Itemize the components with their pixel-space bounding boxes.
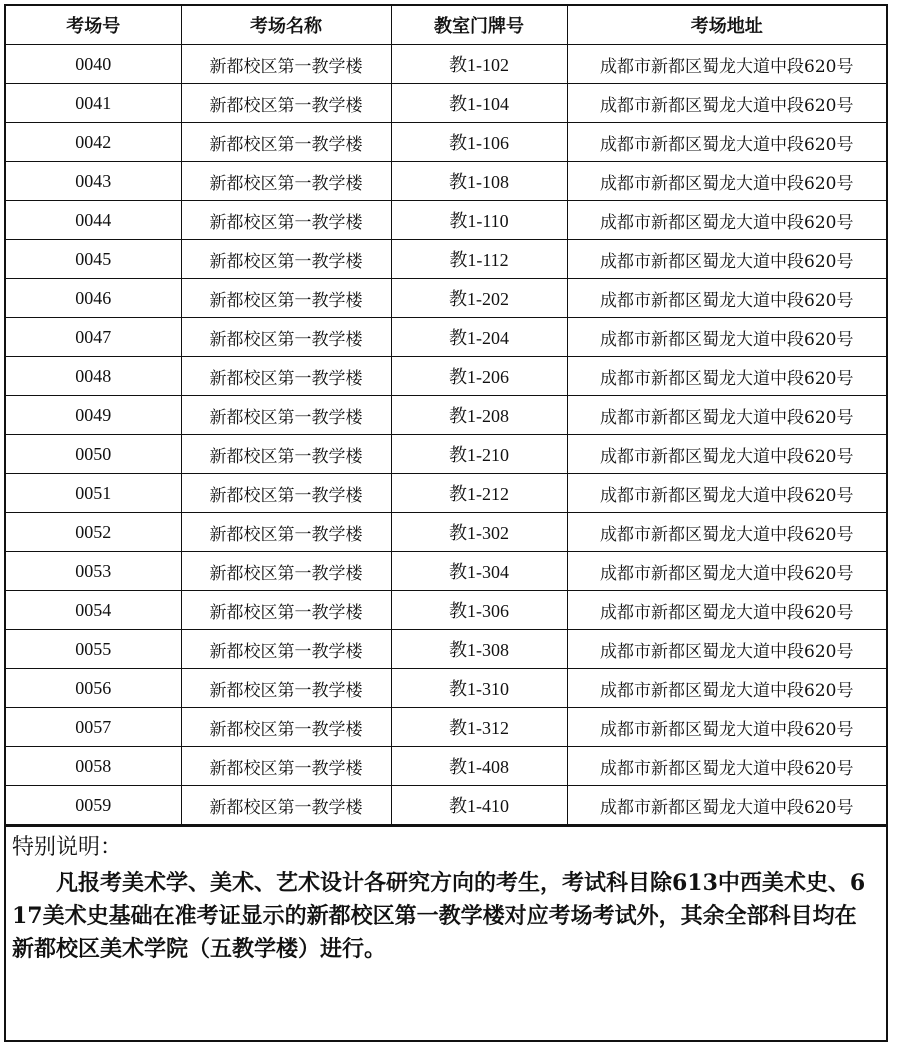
cell-room-number: 0055 [6,630,181,669]
cell-classroom-number: 教1-310 [391,669,567,708]
table-row [6,45,886,84]
table-row [6,591,886,630]
cell-room-address: 成都市新都区蜀龙大道中段620号 [567,630,886,669]
cell-room-address: 成都市新都区蜀龙大道中段620号 [567,435,886,474]
cell-room-address: 成都市新都区蜀龙大道中段620号 [567,786,886,825]
header-row [6,6,886,45]
table-row [6,708,886,747]
cell-room-number: 0046 [6,279,181,318]
cell-room-name: 新都校区第一教学楼 [181,45,391,84]
cell-room-number: 0051 [6,474,181,513]
cell-room-name: 新都校区第一教学楼 [181,279,391,318]
table-row [6,318,886,357]
cell-room-name: 新都校区第一教学楼 [181,435,391,474]
cell-classroom-number: 教1-210 [391,435,567,474]
cell-room-number: 0053 [6,552,181,591]
cell-room-address: 成都市新都区蜀龙大道中段620号 [567,552,886,591]
cell-room-number: 0059 [6,786,181,825]
table-row [6,474,886,513]
table-row [6,162,886,201]
table-row [6,279,886,318]
cell-room-name: 新都校区第一教学楼 [181,591,391,630]
header-room-name: 考场名称 [181,6,391,45]
exam-room-document [4,4,888,1042]
cell-room-address: 成都市新都区蜀龙大道中段620号 [567,201,886,240]
cell-classroom-number: 教1-410 [391,786,567,825]
table-row [6,123,886,162]
cell-room-address: 成都市新都区蜀龙大道中段620号 [567,123,886,162]
cell-classroom-number: 教1-102 [391,45,567,84]
cell-room-name: 新都校区第一教学楼 [181,552,391,591]
cell-room-number: 0050 [6,435,181,474]
cell-room-name: 新都校区第一教学楼 [181,708,391,747]
cell-room-name: 新都校区第一教学楼 [181,123,391,162]
cell-room-address: 成都市新都区蜀龙大道中段620号 [567,396,886,435]
table-row [6,552,886,591]
table-row [6,435,886,474]
cell-room-number: 0041 [6,84,181,123]
cell-room-name: 新都校区第一教学楼 [181,240,391,279]
cell-classroom-number: 教1-212 [391,474,567,513]
cell-room-address: 成都市新都区蜀龙大道中段620号 [567,357,886,396]
table-row [6,669,886,708]
cell-room-address: 成都市新都区蜀龙大道中段620号 [567,591,886,630]
cell-room-name: 新都校区第一教学楼 [181,357,391,396]
cell-room-name: 新都校区第一教学楼 [181,747,391,786]
cell-room-name: 新都校区第一教学楼 [181,786,391,825]
cell-classroom-number: 教1-206 [391,357,567,396]
cell-classroom-number: 教1-108 [391,162,567,201]
table-row [6,84,886,123]
table-row [6,513,886,552]
exam-room-table [6,6,886,825]
notes-body: 凡报考美术学、美术、艺术设计各研究方向的考生，考试科目除613中西美术史、617美术史基础在准考证显示的新都校区第一教学楼对应考场考试外，其余全部科目均在新都校区美术学院（五教学楼）进行。 [12,870,866,962]
cell-room-number: 0047 [6,318,181,357]
cell-room-name: 新都校区第一教学楼 [181,669,391,708]
table-row [6,630,886,669]
cell-room-number: 0040 [6,45,181,84]
header-classroom-number: 教室门牌号 [391,6,567,45]
cell-room-number: 0045 [6,240,181,279]
table-row [6,786,886,825]
table-row [6,747,886,786]
table-row [6,240,886,279]
cell-room-address: 成都市新都区蜀龙大道中段620号 [567,162,886,201]
cell-room-address: 成都市新都区蜀龙大道中段620号 [567,474,886,513]
table-header [6,6,886,45]
cell-room-number: 0057 [6,708,181,747]
cell-room-number: 0054 [6,591,181,630]
header-room-number: 考场号 [6,6,181,45]
cell-classroom-number: 教1-106 [391,123,567,162]
cell-room-address: 成都市新都区蜀龙大道中段620号 [567,513,886,552]
cell-room-name: 新都校区第一教学楼 [181,630,391,669]
cell-room-address: 成都市新都区蜀龙大道中段620号 [567,45,886,84]
cell-classroom-number: 教1-308 [391,630,567,669]
notes-title: 特别说明： [12,835,123,860]
cell-room-name: 新都校区第一教学楼 [181,396,391,435]
table-body [6,45,886,825]
cell-room-number: 0056 [6,669,181,708]
cell-room-address: 成都市新都区蜀龙大道中段620号 [567,279,886,318]
cell-classroom-number: 教1-202 [391,279,567,318]
cell-room-number: 0042 [6,123,181,162]
cell-classroom-number: 教1-104 [391,84,567,123]
cell-room-name: 新都校区第一教学楼 [181,318,391,357]
cell-room-address: 成都市新都区蜀龙大道中段620号 [567,669,886,708]
cell-room-address: 成都市新都区蜀龙大道中段620号 [567,708,886,747]
table-row [6,396,886,435]
cell-room-name: 新都校区第一教学楼 [181,84,391,123]
cell-room-number: 0044 [6,201,181,240]
cell-classroom-number: 教1-302 [391,513,567,552]
cell-room-address: 成都市新都区蜀龙大道中段620号 [567,84,886,123]
table-row [6,201,886,240]
special-notes [6,825,886,966]
cell-classroom-number: 教1-304 [391,552,567,591]
cell-classroom-number: 教1-112 [391,240,567,279]
cell-classroom-number: 教1-110 [391,201,567,240]
cell-room-address: 成都市新都区蜀龙大道中段620号 [567,318,886,357]
cell-classroom-number: 教1-208 [391,396,567,435]
cell-room-name: 新都校区第一教学楼 [181,513,391,552]
cell-room-address: 成都市新都区蜀龙大道中段620号 [567,747,886,786]
cell-room-number: 0043 [6,162,181,201]
cell-room-name: 新都校区第一教学楼 [181,162,391,201]
table-row [6,357,886,396]
cell-classroom-number: 教1-204 [391,318,567,357]
cell-room-number: 0048 [6,357,181,396]
cell-room-name: 新都校区第一教学楼 [181,474,391,513]
cell-classroom-number: 教1-408 [391,747,567,786]
cell-room-name: 新都校区第一教学楼 [181,201,391,240]
cell-room-address: 成都市新都区蜀龙大道中段620号 [567,240,886,279]
cell-room-number: 0058 [6,747,181,786]
cell-room-number: 0052 [6,513,181,552]
cell-room-number: 0049 [6,396,181,435]
cell-classroom-number: 教1-312 [391,708,567,747]
header-room-address: 考场地址 [567,6,886,45]
cell-classroom-number: 教1-306 [391,591,567,630]
